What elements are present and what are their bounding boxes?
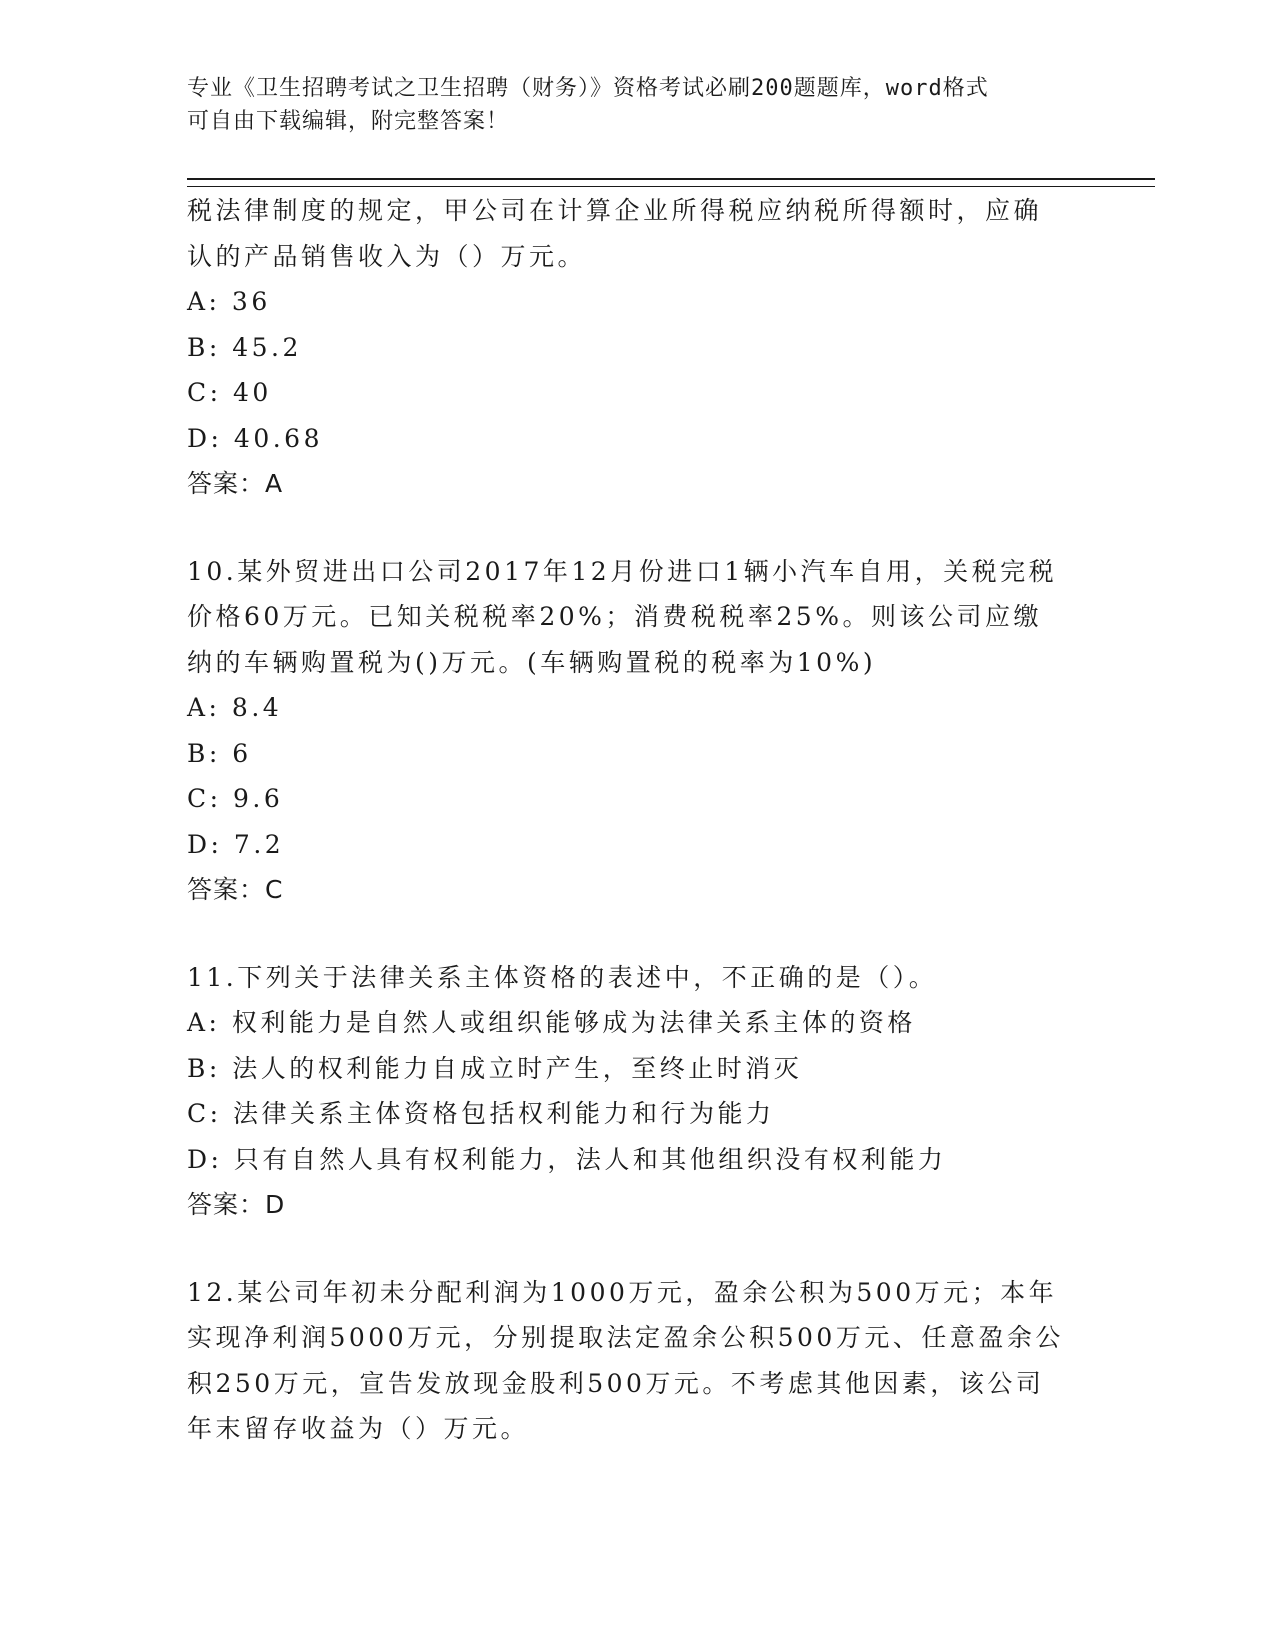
option-a: A: 8.4 [187,693,283,722]
option-b: B: 法人的权利能力自成立时产生，至终止时消灭 [187,1053,803,1083]
question-stem-line: 税法律制度的规定，甲公司在计算企业所得税应纳税所得额时，应确 [187,196,1043,225]
header-line-2: 可自由下载编辑，附完整答案！ [187,109,510,134]
option-c: C: 法律关系主体资格包括权利能力和行为能力 [187,1099,775,1128]
header-line-1: 专业《卫生招聘考试之卫生招聘（财务）》资格考试必刷200题题库，word格式 [187,76,989,101]
question-stem-line: 年末留存收益为（）万元。 [187,1414,530,1443]
question-stem-line: 纳的车辆购置税为()万元。(车辆购置税的税率为10%) [187,647,877,677]
question-list [187,188,1087,1452]
question-block [187,188,1087,507]
option-a: A: 36 [187,287,271,316]
spacer [187,1228,1087,1270]
question-stem-line: 12.某公司年初未分配利润为1000万元，盈余公积为500万元；本年 [187,1277,1058,1307]
header-divider [187,178,1155,187]
option-b: B: 6 [187,738,252,768]
option-d: D: 40.68 [187,423,323,453]
answer-line: 答案：A [187,469,284,498]
option-c: C: 40 [187,378,272,407]
question-stem-line: 10.某外贸进出口公司2017年12月份进口1辆小汽车自用，关税完税 [187,556,1058,586]
question-block [187,1270,1087,1452]
spacer [187,913,1087,955]
question-stem-line: 认的产品销售收入为（）万元。 [187,241,587,271]
option-c: C: 9.6 [187,784,284,813]
answer-line: 答案：C [187,875,284,904]
option-a: A: 权利能力是自然人或组织能够成为法律关系主体的资格 [187,1008,916,1037]
question-block [187,955,1087,1228]
question-stem-line: 积250万元，宣告发放现金股利500万元。不考虑其他因素，该公司 [187,1368,1045,1398]
question-stem-line: 价格60万元。已知关税税率20%；消费税税率25%。则该公司应缴 [187,602,1042,631]
answer-line: 答案：D [187,1190,286,1219]
option-d: D: 只有自然人具有权利能力，法人和其他组织没有权利能力 [187,1144,947,1174]
question-stem-line: 11.下列关于法律关系主体资格的表述中，不正确的是（）。 [187,962,938,992]
question-stem-line: 实现净利润5000万元，分别提取法定盈余公积500万元、任意盈余公 [187,1323,1064,1352]
question-block [187,549,1087,913]
option-d: D: 7.2 [187,829,285,859]
option-b: B: 45.2 [187,332,302,362]
spacer [187,507,1087,549]
document-header [187,72,1087,138]
